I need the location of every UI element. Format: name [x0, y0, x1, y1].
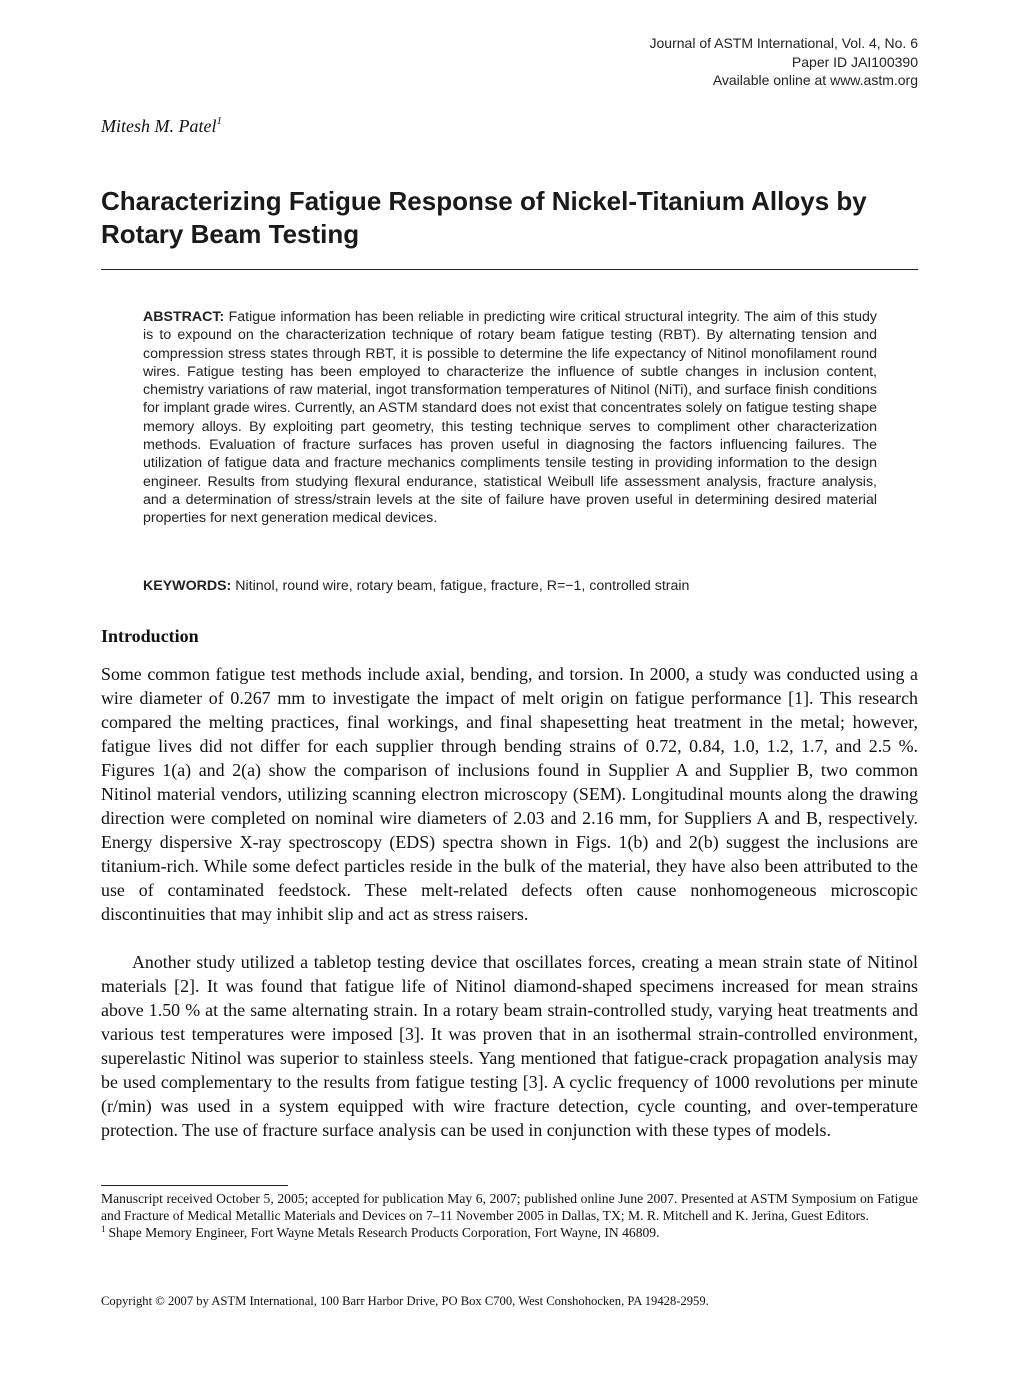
availability-note: Available online at www.astm.org	[712, 72, 918, 88]
keywords	[143, 577, 903, 595]
journal-citation: Journal of ASTM International, Vol. 4, No. 6	[649, 35, 918, 51]
journal-header	[650, 34, 918, 90]
affiliation-note	[101, 1225, 918, 1242]
keywords-text: Nitinol, round wire, rotary beam, fatigue, fracture, R=−1, controlled strain	[235, 578, 690, 594]
footnote-divider	[101, 1185, 288, 1186]
author-affiliation-mark: 1	[216, 115, 222, 127]
affiliation-text: Shape Memory Engineer, Fort Wayne Metals Research Products Corporation, Fort Wayne, IN 46809.	[108, 1224, 660, 1240]
abstract	[143, 308, 877, 528]
section-heading-introduction: Introduction	[101, 626, 199, 646]
paper-title: Characterizing Fatigue Response of Nickel-Titanium Alloys by Rotary Beam Testing	[101, 186, 867, 249]
paper-id: Paper ID JAI100390	[791, 53, 918, 70]
keywords-label: KEYWORDS:	[143, 578, 232, 594]
abstract-text: Fatigue information has been reliable in predicting wire critical structural integrity. The aim of this study is to expound on the characterization technique of rotary beam fatigue testing (RBT). By alternating tension and compression stress states through RBT, it is possible to determine the life expectancy of Nitinol monofilament round wires. Fatigue testing has been employed to characterize the influence of subtle changes in inclusion content, chemistry variations of raw material, ingot transformation temperatures of Nitinol (NiTi), and surface finish conditions for implant grade wires. Currently, an ASTM standard does not exist that concentrates solely on fatigue testing shape memory alloys. By exploiting part geometry, this testing technique serves to compliment other characterization methods. Evaluation of fracture surfaces has proven useful in diagnosing the factors influencing failures. The utilization of fatigue data and fracture mechanics compliments tensile testing in providing information to the design engineer. Results from studying flexural endurance, statistical Weibull life assessment analysis, fracture analysis, and a determination of stress/strain levels at the site of failure have proven useful in determining desired material properties for next generation medical devices.	[143, 309, 877, 527]
affiliation-note-mark: 1	[101, 1223, 106, 1234]
manuscript-note: Manuscript received October 5, 2005; accepted for publication May 6, 2007; published online June 2007. Presented at ASTM Symposium on Fatigue and Fracture of Medical Metallic Materials and Devices on 7–11 November 2005 in Dallas, TX; M. R. Mitchell and K. Jerina, Guest Editors.	[101, 1191, 918, 1223]
title-divider	[101, 269, 918, 270]
abstract-label: ABSTRACT:	[143, 309, 225, 325]
intro-paragraph-1: Some common fatigue test methods include axial, bending, and torsion. In 2000, a study was conducted using a wire diameter of 0.267 mm to investigate the impact of melt origin on fatigue performance [1]. This research compared the melting practices, final workings, and final shapesetting heat treatment in the metal; however, fatigue lives did not differ for each supplier through bending strains of 0.72, 0.84, 1.0, 1.2, 1.7, and 2.5 %. Figures 1(a) and 2(a) show the comparison of inclusions found in Supplier A and Supplier B, two common Nitinol material vendors, utilizing scanning electron microscopy (SEM). Longitudinal mounts along the drawing direction were completed on nominal wire diameters of 2.03 and 2.16 mm, for Suppliers A and B, respectively. Energy dispersive X-ray spectroscopy (EDS) spectra shown in Figs. 1(b) and 2(b) suggest the inclusions are titanium-rich. While some defect particles reside in the bulk of the material, they have also been attributed to the use of contaminated feedstock. These melt-related defects often cause nonhomogeneous microscopic discontinuities that may inhibit slip and act as stress raisers.	[101, 664, 918, 924]
author-line	[101, 116, 222, 137]
author-name: Mitesh M. Patel	[101, 116, 217, 136]
intro-paragraph-2: Another study utilized a tabletop testing device that oscillates forces, creating a mean strain state of Nitinol materials [2]. It was found that fatigue life of Nitinol diamond-shaped specimens increased for mean strains above 1.50 % at the same alternating strain. In a rotary beam strain-controlled study, varying heat treatments and various test temperatures were imposed [3]. It was proven that in an isothermal strain-controlled environment, superelastic Nitinol was superior to stainless steels. Yang mentioned that fatigue-crack propagation analysis may be used complementary to the results from fatigue testing [3]. A cyclic frequency of 1000 revolutions per minute (r/min) was used in a system equipped with wire fracture detection, cycle counting, and over-temperature protection. The use of fracture surface analysis can be used in conjunction with these types of models.	[101, 952, 918, 1140]
copyright-notice: Copyright © 2007 by ASTM International, 100 Barr Harbor Drive, PO Box C700, West Conshohocken, PA 19428-2959.	[101, 1294, 709, 1308]
footnotes	[101, 1191, 918, 1241]
